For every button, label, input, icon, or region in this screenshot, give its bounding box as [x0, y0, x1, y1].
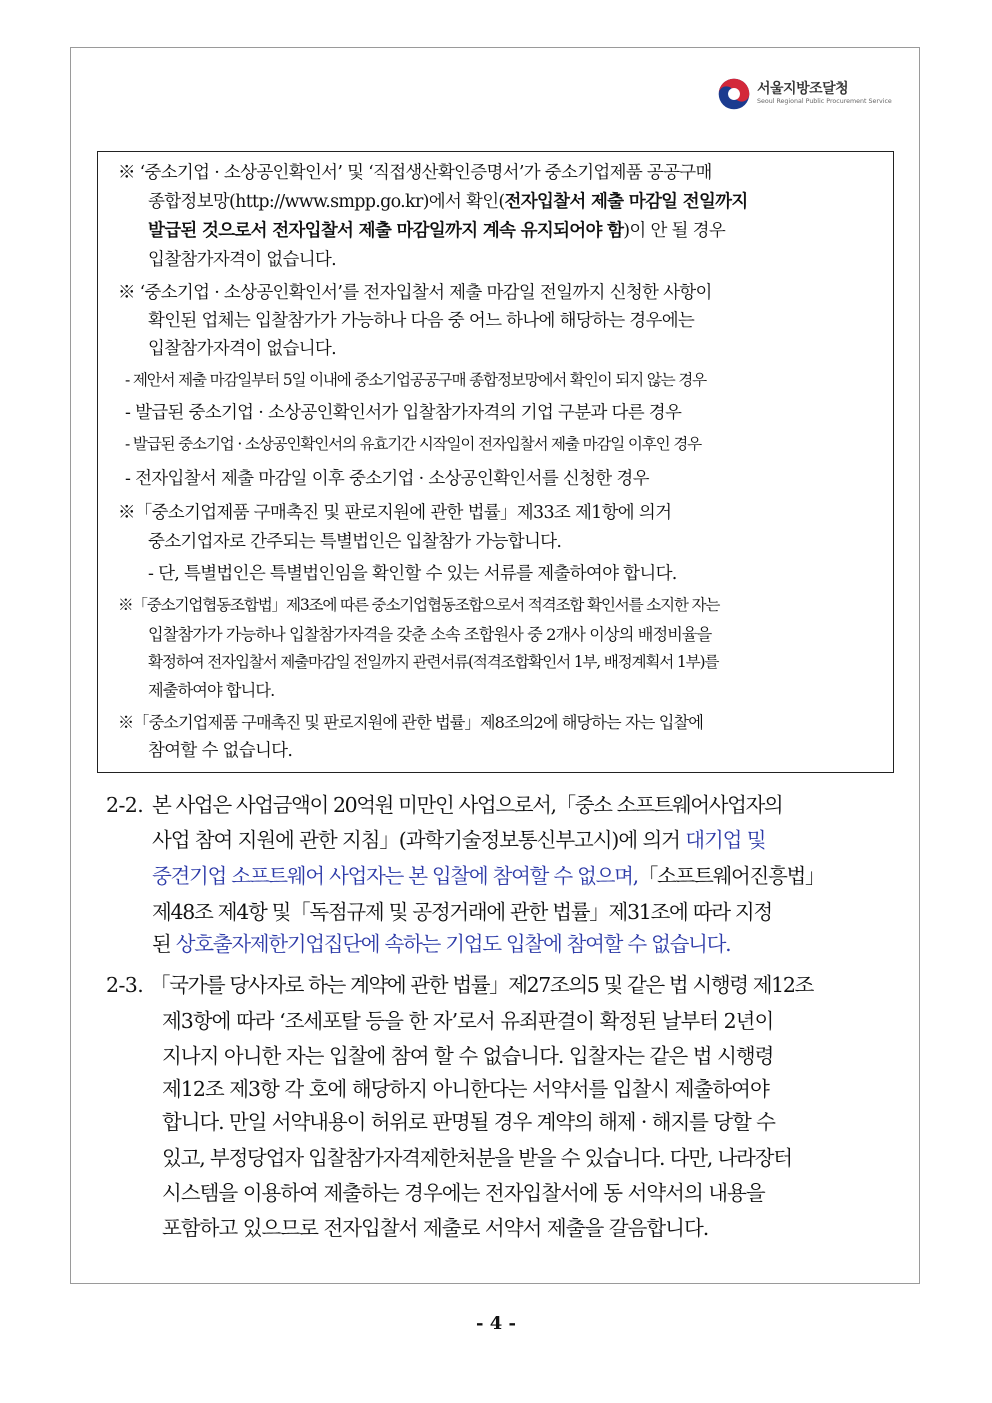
section-2-2-line-3: 중견기업 소프트웨어 사업자는 본 입찰에 참여할 수 없으며,「소프트웨어진흥법」 [152, 864, 825, 888]
section-2-3-number: 2-3. [106, 973, 144, 997]
notice-box [97, 151, 894, 773]
section-2-3-line-4: 제12조 제3항 각 호에 해당하지 아니한다는 서약서를 입찰시 제출하여야 [162, 1077, 769, 1101]
dash-item-1: - 제안서 제출 마감일부터 5일 이내에 중소기업공공구매 종합정보망에서 확인이 되지 않는 경우 [125, 371, 706, 389]
notice-5-line-2: 참여할 수 없습니다. [148, 741, 293, 761]
org-logo [717, 76, 892, 112]
notice-3-line-3: - 단, 특별법인은 특별법인임을 확인할 수 있는 서류를 제출하여야 합니다. [148, 564, 677, 584]
notice-2-line-3: 입찰참가자격이 없습니다. [148, 339, 336, 359]
section-2-3-line-7: 시스템을 이용하여 제출하는 경우에는 전자입찰서에 동 서약서의 내용을 [162, 1181, 765, 1205]
notice-3-line-2: 중소기업자로 간주되는 특별법인은 입찰참가 가능합니다. [148, 532, 562, 552]
notice-1-line-3: 발급된 것으로서 전자입찰서 제출 마감일까지 계속 유지되어야 함)이 안 될 경우 [148, 221, 726, 241]
notice-1-line-1: ※ ‘중소기업 · 소상공인확인서’ 및 ‘직접생산확인증명서’가 중소기업제품 공공구매 [118, 163, 712, 183]
section-2-3-line-3: 지나지 아니한 자는 입찰에 참여 할 수 없습니다. 입찰자는 같은 법 시행령 [162, 1044, 774, 1068]
notice-4-line-4: 제출하여야 합니다. [148, 681, 275, 700]
section-2-2-line-5: 된 상호출자제한기업집단에 속하는 기업도 입찰에 참여할 수 없습니다. [152, 932, 731, 956]
org-name-en: Seoul Regional Public Procurement Service [757, 98, 892, 106]
dash-item-3: - 발급된 중소기업 · 소상공인확인서의 유효기간 시작일이 전자입찰서 제출 마감일 이후인 경우 [125, 435, 701, 453]
section-2-3-line-6: 있고, 부정당업자 입찰참가자격제한처분을 받을 수 있습니다. 다만, 나라장터 [162, 1146, 792, 1170]
notice-4-line-1: ※「중소기업협동조합법」제3조에 따른 중소기업협동조합으로서 적격조합 확인서를 소지한 자는 [118, 596, 720, 614]
notice-1-line-4: 입찰참가자격이 없습니다. [148, 250, 336, 270]
notice-3-line-1: ※「중소기업제품 구매촉진 및 판로지원에 관한 법률」제33조 제1항에 의거 [118, 503, 672, 523]
dash-item-4: - 전자입찰서 제출 마감일 이후 중소기업 · 소상공인확인서를 신청한 경우 [125, 469, 649, 489]
notice-4-line-3: 확정하여 전자입찰서 제출마감일 전일까지 관련서류(적격조합확인서 1부, 배정계획서 1부)를 [148, 653, 719, 671]
section-2-2-line-1: 본 사업은 사업금액이 20억원 미만인 사업으로서,「중소 소프트웨어사업자의 [152, 793, 783, 817]
notice-2-line-1: ※ ‘중소기업 · 소상공인확인서’를 전자입찰서 제출 마감일 전일까지 신청한 사항이 [118, 283, 712, 303]
notice-2-line-2: 확인된 업체는 입찰참가가 가능하나 다음 중 어느 하나에 해당하는 경우에는 [148, 311, 695, 331]
section-2-2-number: 2-2. [106, 793, 144, 817]
org-name-ko: 서울지방조달청 [757, 81, 849, 98]
taegeuk-logo-icon [717, 77, 751, 111]
section-2-3-line-1: 「국가를 당사자로 하는 계약에 관한 법률」제27조의5 및 같은 법 시행령 제12조 [150, 973, 813, 997]
section-2-2-line-4: 제48조 제4항 및「독점규제 및 공정거래에 관한 법률」제31조에 따라 지정 [152, 900, 772, 924]
section-2-2-line-2: 사업 참여 지원에 관한 지침」(과학기술정보통신부고시)에 의거 대기업 및 [152, 828, 766, 852]
notice-5-line-1: ※「중소기업제품 구매촉진 및 판로지원에 관한 법률」제8조의2에 해당하는 자는 입찰에 [118, 713, 703, 732]
page-number: - 4 - [476, 1313, 516, 1334]
section-2-3-line-8: 포함하고 있으므로 전자입찰서 제출로 서약서 제출을 갈음합니다. [162, 1216, 709, 1240]
notice-4-line-2: 입찰참가가 가능하나 입찰참가자격을 갖춘 소속 조합원사 중 2개사 이상의 배정비율을 [148, 625, 712, 644]
dash-item-2: - 발급된 중소기업 · 소상공인확인서가 입찰참가자격의 기업 구분과 다른 경우 [125, 403, 682, 423]
notice-1-line-2: 종합정보망(http://www.smpp.go.kr)에서 확인(전자입찰서 제출 마감일 전일까지 [148, 192, 748, 212]
section-2-3-line-2: 제3항에 따라 ‘조세포탈 등을 한 자’로서 유죄판결이 확정된 날부터 2년이 [162, 1009, 774, 1033]
section-2-3-line-5: 합니다. 만일 서약내용이 허위로 판명될 경우 계약의 해제 · 해지를 당할 수 [162, 1110, 775, 1134]
